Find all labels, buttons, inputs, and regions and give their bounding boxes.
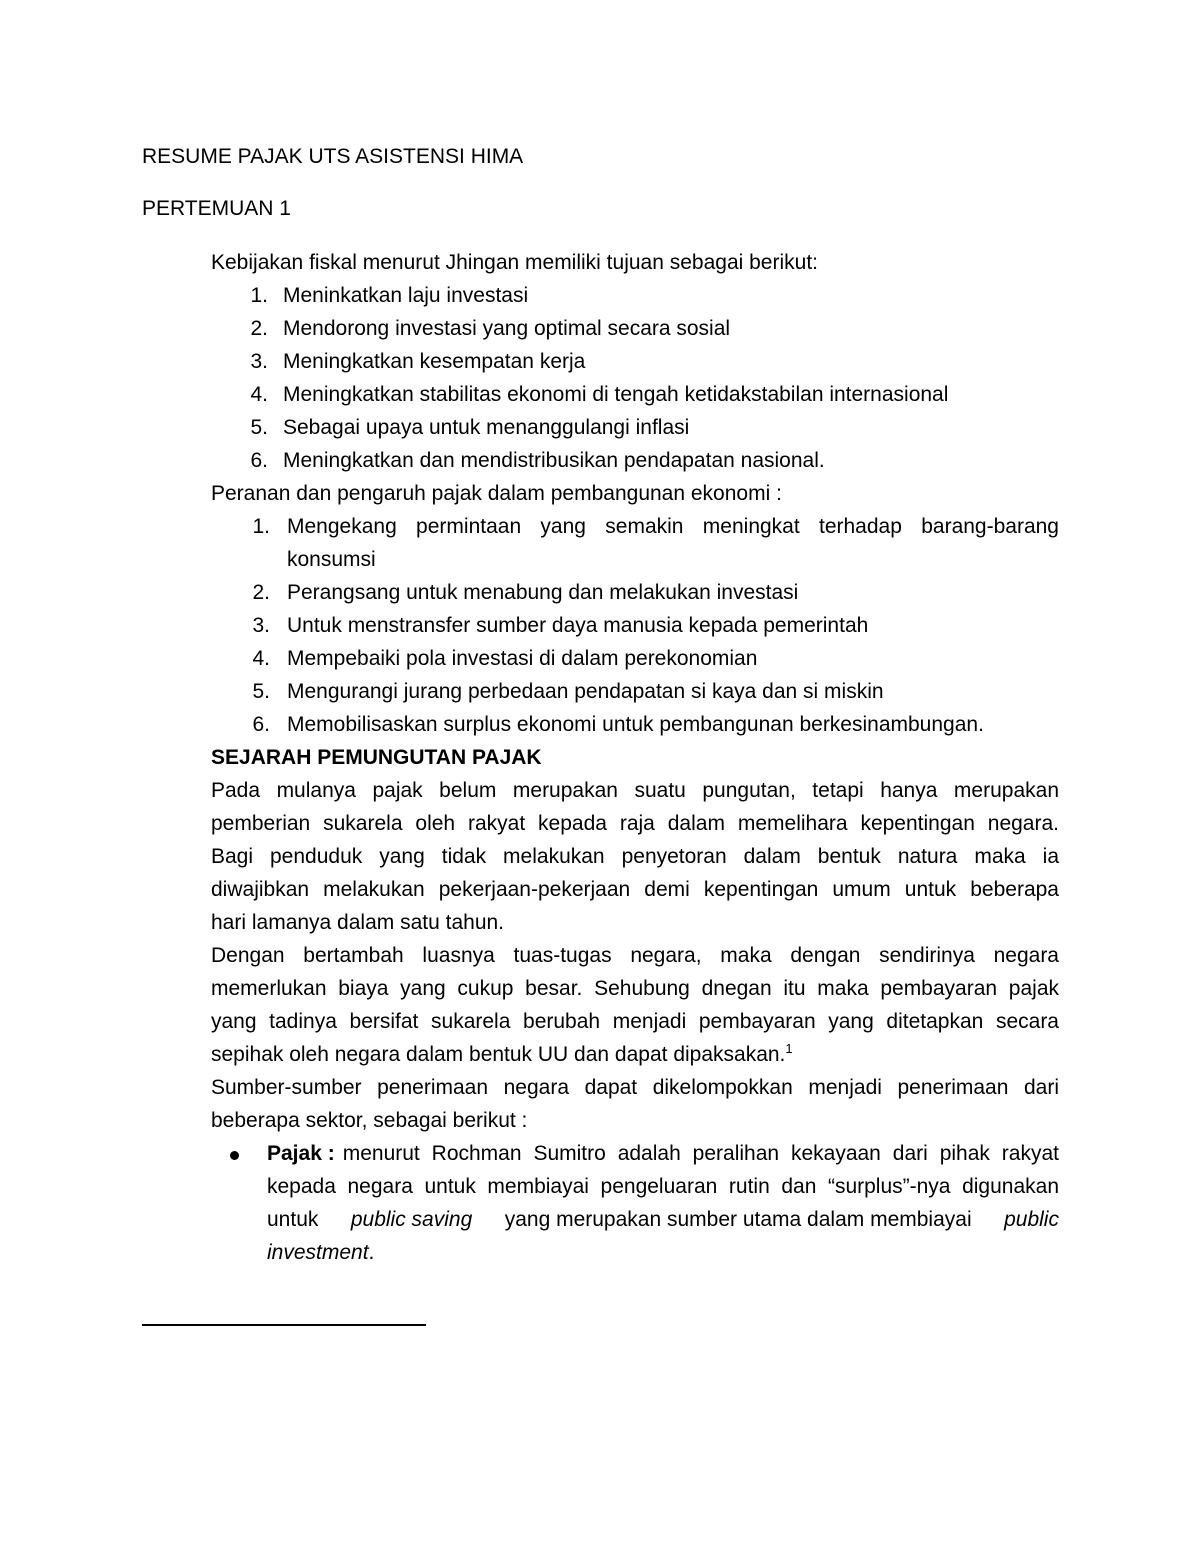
paragraph-line: Pada mulanya pajak belum merupakan suatu pungutan, tetapi hanya merupakan [211, 779, 1059, 802]
paragraph-line: yang tadinya bersifat sukarela berubah menjadi pembayaran yang ditetapkan secara [211, 1010, 1059, 1033]
footnote-separator [142, 1324, 426, 1326]
bullet-text-italic: public saving [350, 1208, 473, 1231]
list-item: Perangsang untuk menabung dan melakukan investasi [287, 581, 799, 604]
bullet-line [267, 1206, 1059, 1234]
paragraph-line: memerlukan biaya yang cukup besar. Sehubung dnegan itu maka pembayaran pajak [211, 977, 1059, 1000]
bullet-text: untuk [267, 1208, 319, 1231]
paragraph-line: Sumber-sumber penerimaan negara dapat dikelompokkan menjadi penerimaan dari [211, 1076, 1059, 1099]
list-number: 1. [250, 284, 268, 307]
list-item: Sebagai upaya untuk menanggulangi inflasi [283, 416, 690, 439]
list-item: Mengekang permintaan yang semakin meningkat terhadap barang-barang [287, 515, 1059, 538]
paragraph-line: beberapa sektor, sebagai berikut : [211, 1109, 528, 1132]
paragraph-line: pemberian sukarela oleh rakyat kepada raja dalam memelihara kepentingan negara. [211, 812, 1059, 835]
bullet-text: yang merupakan sumber utama dalam membiayai [504, 1208, 972, 1231]
bullet-text: menurut Rochman Sumitro adalah peralihan kekayaan dari pihak rakyat [342, 1142, 1059, 1165]
bullet-text-italic: investment [267, 1241, 369, 1264]
history-heading: SEJARAH PEMUNGUTAN PAJAK [211, 746, 542, 769]
section2-intro: Peranan dan pengaruh pajak dalam pembangunan ekonomi : [211, 482, 782, 505]
list-number: 4. [252, 647, 270, 670]
list-item: Mendorong investasi yang optimal secara sosial [283, 317, 731, 340]
footnote-reference[interactable]: 1 [785, 1041, 793, 1056]
list-number: 6. [250, 449, 268, 472]
paragraph-line: hari lamanya dalam satu tahun. [211, 911, 505, 934]
paragraph-line [211, 1041, 793, 1069]
list-item: Untuk menstransfer sumber daya manusia kepada pemerintah [287, 614, 869, 637]
bullet-line: kepada negara untuk membiayai pengeluaran rutin dan “surplus”-nya digunakan [267, 1175, 1059, 1198]
bullet-line [267, 1140, 1059, 1168]
list-item: Mengurangi jurang perbedaan pendapatan si kaya dan si miskin [287, 680, 884, 703]
bullet-icon [230, 1151, 239, 1160]
list-number: 3. [252, 614, 270, 637]
document-title: RESUME PAJAK UTS ASISTENSI HIMA [142, 145, 524, 168]
list-number: 1. [252, 515, 270, 538]
list-item: Meningkatkan dan mendistribusikan pendapatan nasional. [283, 449, 825, 472]
list-number: 3. [250, 350, 268, 373]
list-item: Memobilisaskan surplus ekonomi untuk pembangunan berkesinambungan. [287, 713, 984, 736]
list-number: 5. [252, 680, 270, 703]
paragraph-line: diwajibkan melakukan pekerjaan-pekerjaan demi kepentingan umum untuk beberapa [211, 878, 1059, 901]
paragraph-line: Bagi penduduk yang tidak melakukan penyetoran dalam bentuk natura maka ia [211, 845, 1059, 868]
list-item: Meningkatkan kesempatan kerja [283, 350, 586, 373]
bullet-line [267, 1239, 374, 1267]
list-number: 2. [250, 317, 268, 340]
bullet-text-italic: public [1004, 1208, 1059, 1231]
list-number: 5. [250, 416, 268, 439]
section1-intro: Kebijakan fiskal menurut Jhingan memiliki tujuan sebagai berikut: [211, 251, 818, 274]
paragraph-line-text: sepihak oleh negara dalam bentuk UU dan dapat dipaksakan. [211, 1043, 786, 1066]
list-item-continuation: konsumsi [287, 548, 376, 571]
list-item: Mempebaiki pola investasi di dalam perekonomian [287, 647, 758, 670]
list-number: 6. [252, 713, 270, 736]
list-item: Meningkatkan stabilitas ekonomi di tengah ketidakstabilan internasional [283, 383, 949, 406]
list-number: 4. [250, 383, 268, 406]
list-item: Meninkatkan laju investasi [283, 284, 529, 307]
list-number: 2. [252, 581, 270, 604]
paragraph-line: Dengan bertambah luasnya tuas-tugas negara, maka dengan sendirinya negara [211, 944, 1059, 967]
bullet-term: Pajak : [267, 1142, 335, 1165]
bullet-text: . [368, 1241, 375, 1264]
meeting-heading: PERTEMUAN 1 [142, 197, 291, 220]
